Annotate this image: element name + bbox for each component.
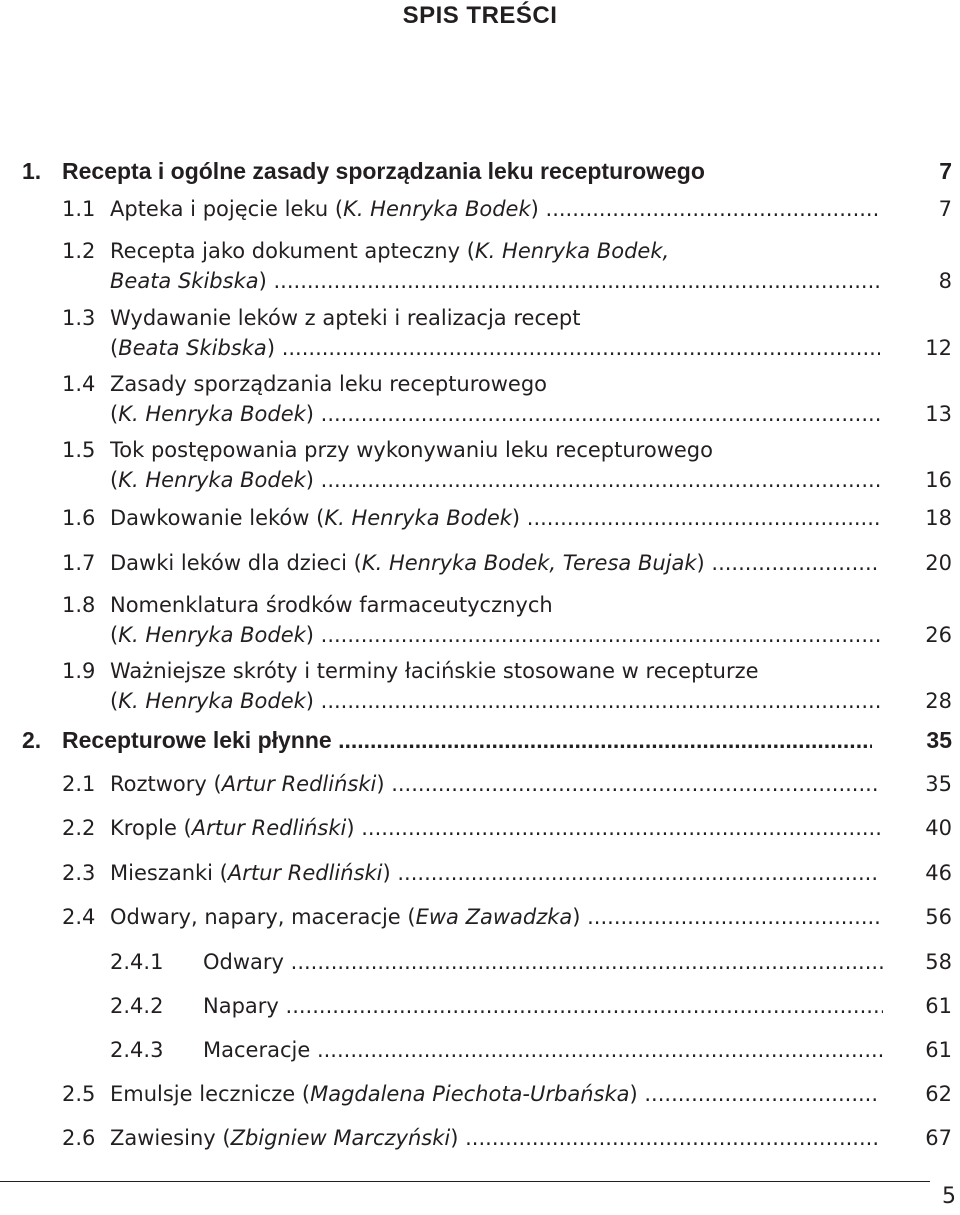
toc-entry-2-4-1	[0, 946, 960, 978]
entry-number: 2.4.1	[110, 950, 164, 974]
toc-entry-2	[0, 724, 960, 756]
toc-entry-1-5-cont	[0, 464, 960, 496]
entry-title: Recepturowe leki płynne .....	[62, 724, 872, 756]
entry-page: 16	[925, 468, 952, 492]
toc-entry-1-6	[0, 502, 960, 534]
entry-title-cont: Beata Skibska) .....	[110, 265, 880, 297]
entry-author: K. Henryka Bodek, Teresa Bujak	[361, 551, 697, 575]
entry-page: 46	[925, 861, 952, 885]
entry-title: Odwary, napary, maceracje (Ewa Zawadzka) .....	[110, 901, 880, 933]
entry-title: Napary .....	[203, 990, 883, 1022]
entry-page: 35	[926, 727, 952, 753]
entry-title: Zasady sporządzania leku recepturowego	[110, 372, 548, 396]
entry-title: Dawki leków dla dzieci (K. Henryka Bodek, Teresa Bujak) .....	[110, 547, 880, 579]
toc-entry-2-3	[0, 857, 960, 889]
entry-title: Odwary .....	[203, 946, 883, 978]
toc-entry-1-4-cont	[0, 398, 960, 430]
toc-entry-2-6	[0, 1122, 960, 1154]
entry-title: Recepta i ogólne zasady sporządzania leku recepturowego	[62, 158, 705, 184]
entry-page: 7	[939, 158, 952, 184]
toc-entry-1-8-cont	[0, 619, 960, 651]
toc-entry-1-3	[0, 302, 960, 334]
entry-number: 2.6	[62, 1126, 96, 1150]
toc-entry-2-4-2	[0, 990, 960, 1022]
entry-page: 62	[925, 1082, 952, 1106]
entry-author: Artur Redliński	[191, 816, 347, 840]
entry-page: 18	[925, 506, 952, 530]
toc-entry-1-7	[0, 547, 960, 579]
entry-number: 2.	[22, 727, 42, 753]
entry-title: Ważniejsze skróty i terminy łacińskie stosowane w recepturze	[110, 659, 759, 683]
entry-number: 2.4	[62, 905, 96, 929]
entry-title-cont: (K. Henryka Bodek) .....	[110, 464, 880, 496]
entry-page: 58	[925, 950, 952, 974]
entry-page: 61	[925, 1038, 952, 1062]
entry-number: 1.4	[62, 372, 96, 396]
toc-entry-1-4	[0, 368, 960, 400]
toc-entry-1-8	[0, 589, 960, 621]
entry-number: 1.9	[62, 659, 96, 683]
entry-title-cont: (K. Henryka Bodek) .....	[110, 685, 880, 717]
entry-title-cont: (K. Henryka Bodek) .....	[110, 398, 880, 430]
entry-page: 35	[925, 772, 952, 796]
entry-title: Roztwory (Artur Redliński) .....	[110, 768, 880, 800]
page-number: 5	[942, 1184, 956, 1209]
toc-entry-1-1	[0, 193, 960, 225]
entry-title: Wydawanie leków z apteki i realizacja recept	[110, 306, 581, 330]
entry-number: 2.4.2	[110, 994, 164, 1018]
entry-title: Krople (Artur Redliński) .....	[110, 812, 880, 844]
entry-author: K. Henryka Bodek	[118, 402, 306, 426]
toc-entry-1-2	[0, 235, 960, 267]
entry-author: K. Henryka Bodek	[118, 689, 306, 713]
entry-author: K. Henryka Bodek	[324, 506, 512, 530]
entry-number: 1.7	[62, 551, 96, 575]
entry-title: Nomenklatura środków farmaceutycznych	[110, 593, 553, 617]
entry-title: Dawkowanie leków (K. Henryka Bodek) .....	[110, 502, 880, 534]
toc-entry-2-1	[0, 768, 960, 800]
page-title: SPIS TREŚCI	[402, 2, 558, 29]
entry-title: Apteka i pojęcie leku (K. Henryka Bodek) .....	[110, 193, 880, 225]
toc-entry-2-5	[0, 1078, 960, 1110]
entry-author: Artur Redliński	[221, 772, 377, 796]
entry-author: Zbigniew Marczyński	[230, 1126, 451, 1150]
entry-author: Ewa Zawadzka	[415, 905, 573, 929]
entry-page: 40	[925, 816, 952, 840]
entry-title-cont: (K. Henryka Bodek) .....	[110, 619, 880, 651]
entry-author: Beata Skibska	[110, 269, 259, 293]
entry-title-cont: (Beata Skibska) .....	[110, 332, 880, 364]
entry-author: Beata Skibska	[118, 336, 267, 360]
entry-number: 2.3	[62, 861, 96, 885]
entry-page: 28	[925, 689, 952, 713]
entry-page: 13	[925, 402, 952, 426]
entry-author: K. Henryka Bodek	[118, 623, 306, 647]
entry-page: 20	[925, 551, 952, 575]
entry-title: Emulsje lecznicze (Magdalena Piechota-Urbańska) .....	[110, 1078, 880, 1110]
toc-entry-1-2-cont	[0, 265, 960, 297]
entry-number: 2.5	[62, 1082, 96, 1106]
entry-number: 1.	[22, 158, 42, 184]
entry-title: Recepta jako dokument apteczny (K. Henryka Bodek,	[110, 239, 670, 263]
toc-entry-1-9	[0, 655, 960, 687]
entry-page: 8	[938, 269, 952, 293]
entry-number: 2.1	[62, 772, 96, 796]
entry-page: 12	[925, 336, 952, 360]
entry-number: 2.2	[62, 816, 96, 840]
entry-author: Artur Redliński	[227, 861, 383, 885]
toc-entry-2-4	[0, 901, 960, 933]
entry-number: 1.3	[62, 306, 96, 330]
entry-number: 1.1	[62, 197, 96, 221]
entry-author: K. Henryka Bodek	[343, 197, 531, 221]
toc-entry-2-4-3	[0, 1034, 960, 1066]
entry-page: 61	[925, 994, 952, 1018]
toc-entry-1-9-cont	[0, 685, 960, 717]
entry-number: 1.8	[62, 593, 96, 617]
toc-entry-2-2	[0, 812, 960, 844]
entry-title: Mieszanki (Artur Redliński) .....	[110, 857, 880, 889]
toc-entry-1	[0, 155, 960, 187]
entry-number: 1.6	[62, 506, 96, 530]
toc-entry-1-3-cont	[0, 332, 960, 364]
entry-page: 26	[925, 623, 952, 647]
entry-page: 7	[938, 197, 952, 221]
entry-title: Zawiesiny (Zbigniew Marczyński) .....	[110, 1122, 880, 1154]
entry-number: 2.4.3	[110, 1038, 164, 1062]
entry-number: 1.5	[62, 438, 96, 462]
entry-title: Maceracje .....	[203, 1034, 883, 1066]
entry-author: K. Henryka Bodek,	[474, 239, 670, 263]
entry-number: 1.2	[62, 239, 96, 263]
entry-author: K. Henryka Bodek	[118, 468, 306, 492]
toc-entry-1-5	[0, 434, 960, 466]
entry-page: 67	[925, 1126, 952, 1150]
entry-title: Tok postępowania przy wykonywaniu leku recepturowego	[110, 438, 713, 462]
entry-author: Magdalena Piechota-Urbańska	[310, 1082, 630, 1106]
entry-page: 56	[925, 905, 952, 929]
footer-divider	[0, 1181, 930, 1182]
